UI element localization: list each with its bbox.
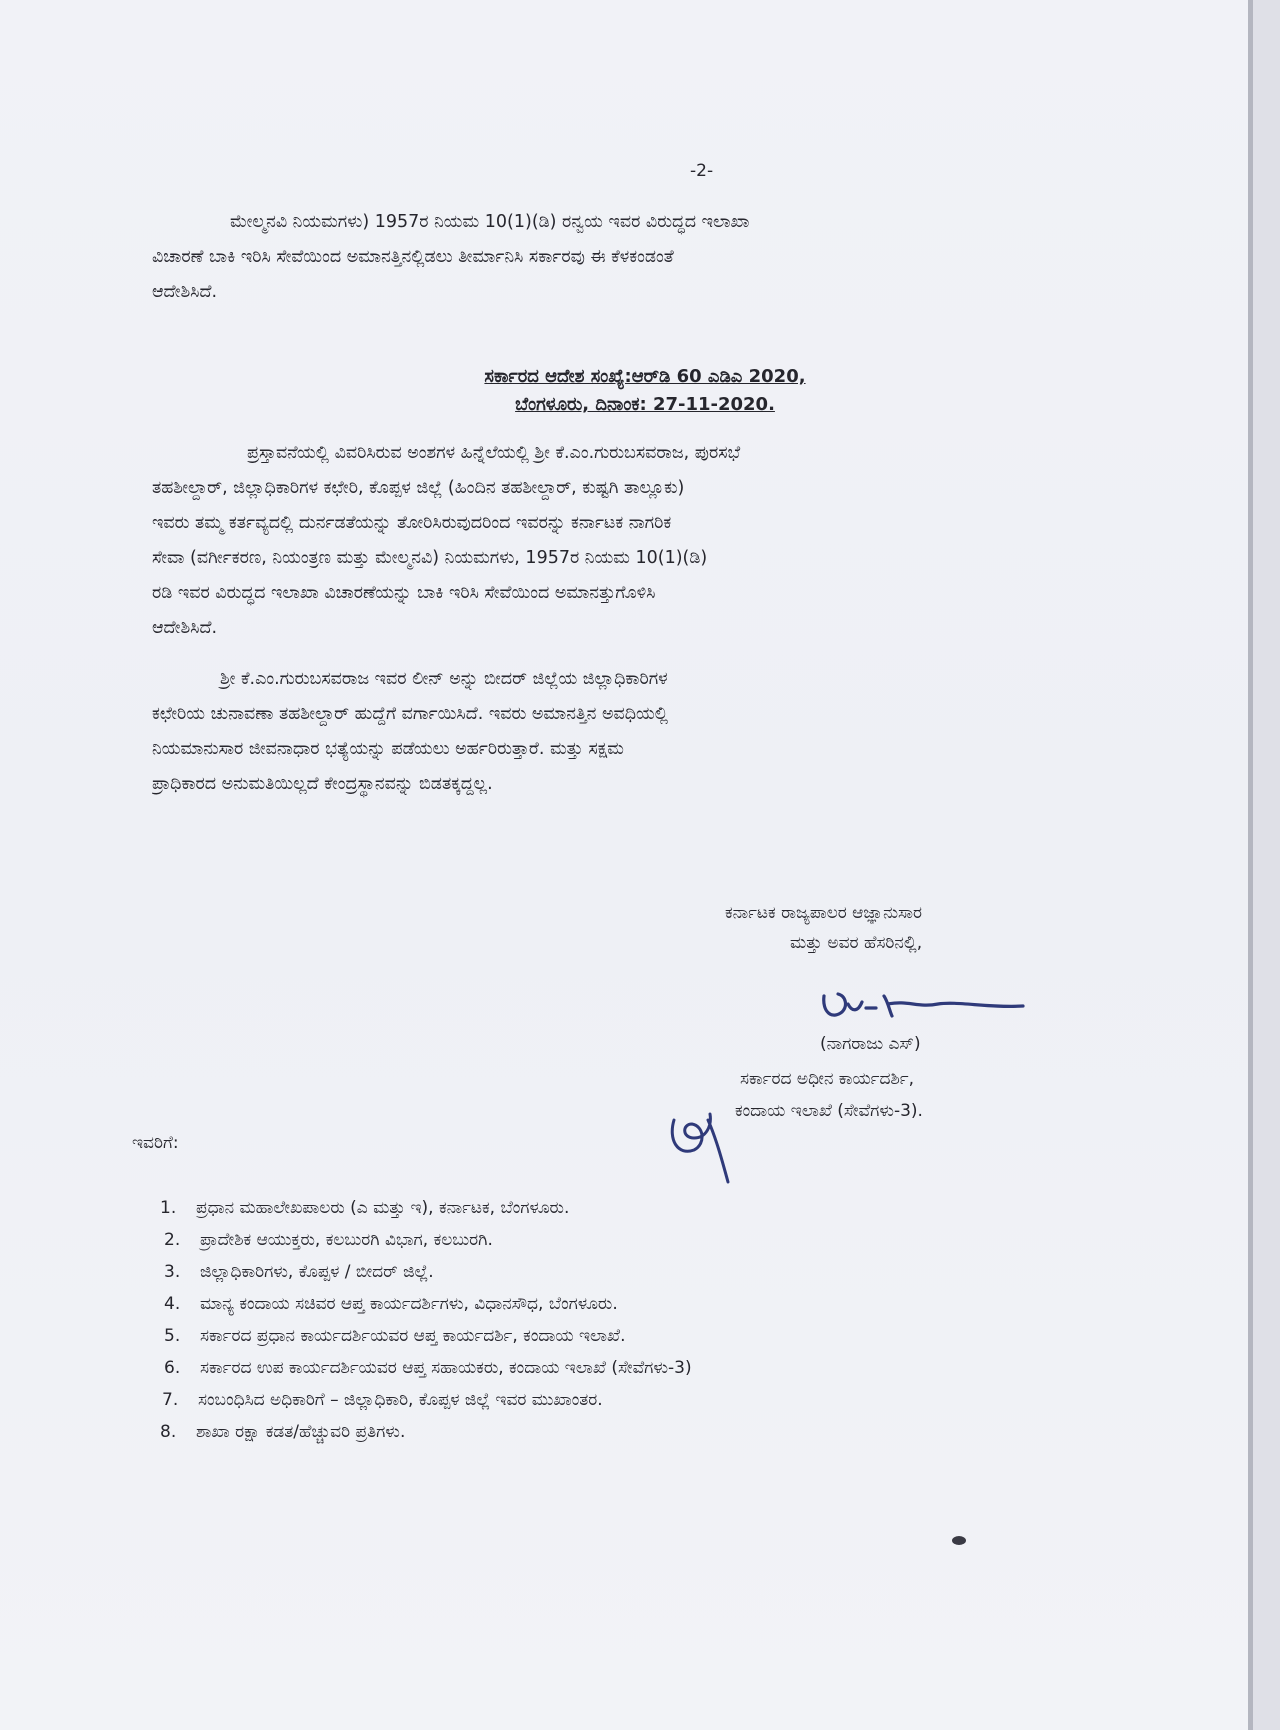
list-item: 1. ಪ್ರಧಾನ ಮಹಾಲೇಖಪಾಲರು (ಎ ಮತ್ತು ಇ), ಕರ್ನಾಟಕ, ಬೆಂಗಳೂರು. — [160, 1198, 570, 1218]
paragraph-3-line: ಪ್ರಾಧಿಕಾರದ ಅನುಮತಿಯಿಲ್ಲದೆ ಕೇಂದ್ರಸ್ಥಾನವನ್ನು ಬಿಡತಕ್ಕದ್ದಲ್ಲ. — [152, 774, 493, 794]
paragraph-3 — [152, 662, 1162, 802]
paragraph-2-line: ಸೇವಾ (ವರ್ಗೀಕರಣ, ನಿಯಂತ್ರಣ ಮತ್ತು ಮೇಲ್ಮನವಿ) ನಿಯಮಗಳು, 1957ರ ನಿಯಮ 10(1)(ಡಿ) — [152, 548, 708, 568]
paragraph-2-line: ರಡಿ ಇವರ ವಿರುದ್ಧದ ಇಲಾಖಾ ವಿಚಾರಣೆಯನ್ನು ಬಾಕಿ ಇರಿಸಿ ಸೇವೆಯಿಂದ ಅಮಾನತ್ತುಗೊಳಿಸಿ — [152, 583, 656, 603]
paragraph-2-line: ಆದೇಶಿಸಿದೆ. — [152, 618, 218, 638]
paragraph-3-line: ನಿಯಮಾನುಸಾರ ಜೀವನಾಧಾರ ಭತ್ಯೆಯನ್ನು ಪಡೆಯಲು ಅರ್ಹರಿರುತ್ತಾರೆ. ಮತ್ತು ಸಕ್ಷಮ — [152, 739, 624, 759]
list-item: 5. ಸರ್ಕಾರದ ಪ್ರಧಾನ ಕಾರ್ಯದರ್ಶಿಯವರ ಆಪ್ತ ಕಾರ್ಯದರ್ಶಿ, ಕಂದಾಯ ಇಲಾಖೆ. — [164, 1326, 626, 1346]
designation-line-1: ಸರ್ಕಾರದ ಅಧೀನ ಕಾರ್ಯದರ್ಶಿ, — [740, 1069, 914, 1089]
recipients-list — [160, 1192, 1160, 1448]
order-number-heading: ಸರ್ಕಾರದ ಆದೇಶ ಸಂಖ್ಯೆ:ಆರ್‌ಡಿ 60 ಎಡಿಎ 2020, — [484, 366, 806, 387]
recipients-label: ಇವರಿಗೆ: — [132, 1133, 179, 1153]
list-item: 2. ಪ್ರಾದೇಶಿಕ ಆಯುಕ್ತರು, ಕಲಬುರಗಿ ವಿಭಾಗ, ಕಲಬುರಗಿ. — [164, 1230, 493, 1250]
closing-line-1: ಕರ್ನಾಟಕ ರಾಜ್ಯಪಾಲರ ಆಜ್ಞಾನುಸಾರ — [725, 903, 923, 923]
order-date-heading: ಬೆಂಗಳೂರು, ದಿನಾಂಕ: 27-11-2020. — [515, 394, 775, 415]
paragraph-1-line: ಮೇಲ್ಮನವಿ ನಿಯಮಗಳು) 1957ರ ನಿಯಮ 10(1)(ಡಿ) ರನ್ವಯ ಇವರ ವಿರುದ್ಧದ ಇಲಾಖಾ — [230, 212, 750, 232]
closing-line-2: ಮತ್ತು ಅವರ ಹೆಸರಿನಲ್ಲಿ, — [790, 933, 923, 953]
list-item: 4. ಮಾನ್ಯ ಕಂದಾಯ ಸಚಿವರ ಆಪ್ತ ಕಾರ್ಯದರ್ಶಿಗಳು, ವಿಧಾನಸೌಧ, ಬೆಂಗಳೂರು. — [164, 1294, 618, 1314]
paragraph-2-line: ಇವರು ತಮ್ಮ ಕರ್ತವ್ಯದಲ್ಲಿ ದುರ್ನಡತೆಯನ್ನು ತೋರಿಸಿರುವುದರಿಂದ ಇವರನ್ನು ಕರ್ನಾಟಕ ನಾಗರಿಕ — [152, 513, 672, 533]
list-item: 3. ಜಿಲ್ಲಾಧಿಕಾರಿಗಳು, ಕೊಪ್ಪಳ / ಬೀದರ್ ಜಿಲ್ಲೆ. — [164, 1262, 434, 1282]
paragraph-1-line: ಆದೇಶಿಸಿದೆ. — [152, 282, 218, 302]
list-item: 7. ಸಂಬಂಧಿಸಿದ ಅಧಿಕಾರಿಗೆ – ಜಿಲ್ಲಾಧಿಕಾರಿ, ಕೊಪ್ಪಳ ಜಿಲ್ಲೆ ಇವರ ಮುಖಾಂತರ. — [162, 1390, 603, 1410]
paragraph-2-line: ತಹಶೀಲ್ದಾರ್, ಜಿಲ್ಲಾಧಿಕಾರಿಗಳ ಕಛೇರಿ, ಕೊಪ್ಪಳ ಜಿಲ್ಲೆ (ಹಿಂದಿನ ತಹಶೀಲ್ದಾರ್, ಕುಷ್ಟಗಿ ತಾಲ್ಲೂಕು) — [152, 478, 685, 498]
paragraph-1-line: ವಿಚಾರಣೆ ಬಾಕಿ ಇರಿಸಿ ಸೇವೆಯಿಂದ ಅಮಾನತ್ತಿನಲ್ಲಿಡಲು ತೀರ್ಮಾನಿಸಿ ಸರ್ಕಾರವು ಈ ಕೆಳಕಂಡಂತೆ — [152, 247, 674, 267]
paragraph-2-line: ಪ್ರಸ್ತಾವನೆಯಲ್ಲಿ ವಿವರಿಸಿರುವ ಅಂಶಗಳ ಹಿನ್ನೆಲೆಯಲ್ಲಿ ಶ್ರೀ ಕೆ.ಎಂ.ಗುರುಬಸವರಾಜ, ಪುರಸಭೆ — [247, 443, 741, 463]
designation-line-2: ಕಂದಾಯ ಇಲಾಖೆ (ಸೇವೆಗಳು-3). — [735, 1101, 923, 1121]
page-number: -2- — [690, 161, 714, 181]
page-edge-shadow — [1253, 0, 1280, 1730]
paragraph-3-line: ಕಛೇರಿಯ ಚುನಾವಣಾ ತಹಶೀಲ್ದಾರ್ ಹುದ್ದೆಗೆ ವರ್ಗಾಯಿಸಿದೆ. ಇವರು ಅಮಾನತ್ತಿನ ಅವಧಿಯಲ್ಲಿ — [152, 704, 669, 724]
signature-mark — [818, 982, 1028, 1030]
list-item: 8. ಶಾಖಾ ರಕ್ಷಾ ಕಡತ/ಹೆಚ್ಚುವರಿ ಪ್ರತಿಗಳು. — [160, 1422, 406, 1442]
paragraph-1 — [152, 205, 1172, 310]
paragraph-3-line: ಶ್ರೀ ಕೆ.ಎಂ.ಗುರುಬಸವರಾಜ ಇವರ ಲೀನ್ ಅನ್ನು ಬೀದರ್ ಜಿಲ್ಲೆಯ ಜಿಲ್ಲಾಧಿಕಾರಿಗಳ — [220, 669, 668, 689]
end-mark — [952, 1536, 966, 1545]
signatory-name: (ನಾಗರಾಜು ಎಸ್) — [820, 1034, 921, 1054]
list-item: 6. ಸರ್ಕಾರದ ಉಪ ಕಾರ್ಯದರ್ಶಿಯವರ ಆಪ್ತ ಸಹಾಯಕರು, ಕಂದಾಯ ಇಲಾಖೆ (ಸೇವೆಗಳು-3) — [164, 1358, 692, 1378]
initials-mark — [660, 1090, 740, 1190]
paragraph-2 — [152, 436, 1172, 646]
